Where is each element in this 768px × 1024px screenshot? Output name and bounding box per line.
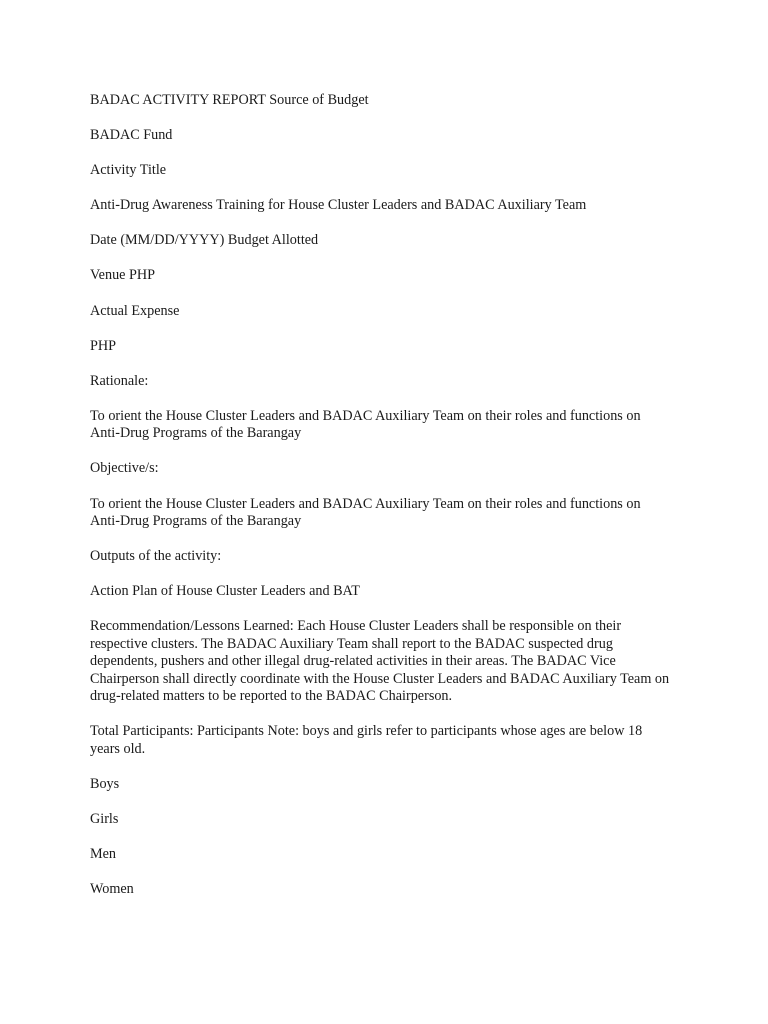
budget-source-value: BADAC Fund <box>90 127 173 144</box>
venue-label: Venue PHP <box>90 267 156 284</box>
outputs-text: Action Plan of House Cluster Leaders and BAT <box>90 583 360 600</box>
outputs-label: Outputs of the activity: <box>90 548 222 565</box>
actual-expense-label: Actual Expense <box>90 302 180 319</box>
report-heading: BADAC ACTIVITY REPORT Source of Budget <box>90 92 369 108</box>
rationale-label: Rationale: <box>90 372 149 389</box>
currency-label: PHP <box>90 337 117 354</box>
total-participants-text: Total Participants: Participants Note: boys and girls refer to participants whose ages are below 18 years old. <box>90 723 643 757</box>
recommendation-text: Recommendation/Lessons Learned: Each House Cluster Leaders shall be responsible on their respective clusters. The BADAC Auxiliary Team shall report to the BADAC suspected drug dependents, pushers and other illegal drug-related activities in their areas. The BADAC Vice Chairperson shall directly coordinate with the House Cluster Leaders and BADAC Auxiliary Team on drug-related matters to be reported to the BADAC Chairperson. <box>90 618 670 705</box>
activity-title-value: Anti-Drug Awareness Training for House Cluster Leaders and BADAC Auxiliary Team <box>90 197 587 214</box>
rationale-text: To orient the House Cluster Leaders and BADAC Auxiliary Team on their roles and functions on Anti-Drug Programs of the Barangay <box>90 407 641 442</box>
objectives-text: To orient the House Cluster Leaders and BADAC Auxiliary Team on their roles and functions on Anti-Drug Programs of the Barangay <box>90 495 641 530</box>
participants-boys-label: Boys <box>90 776 120 792</box>
objectives-label: Objective/s: <box>90 460 159 477</box>
document-body <box>90 92 670 916</box>
activity-title-label: Activity Title <box>90 162 167 179</box>
participants-women-label: Women <box>90 881 134 898</box>
participants-girls-label: Girls <box>90 811 119 828</box>
date-budget-label: Date (MM/DD/YYYY) Budget Allotted <box>90 232 319 249</box>
participants-men-label: Men <box>90 846 117 863</box>
